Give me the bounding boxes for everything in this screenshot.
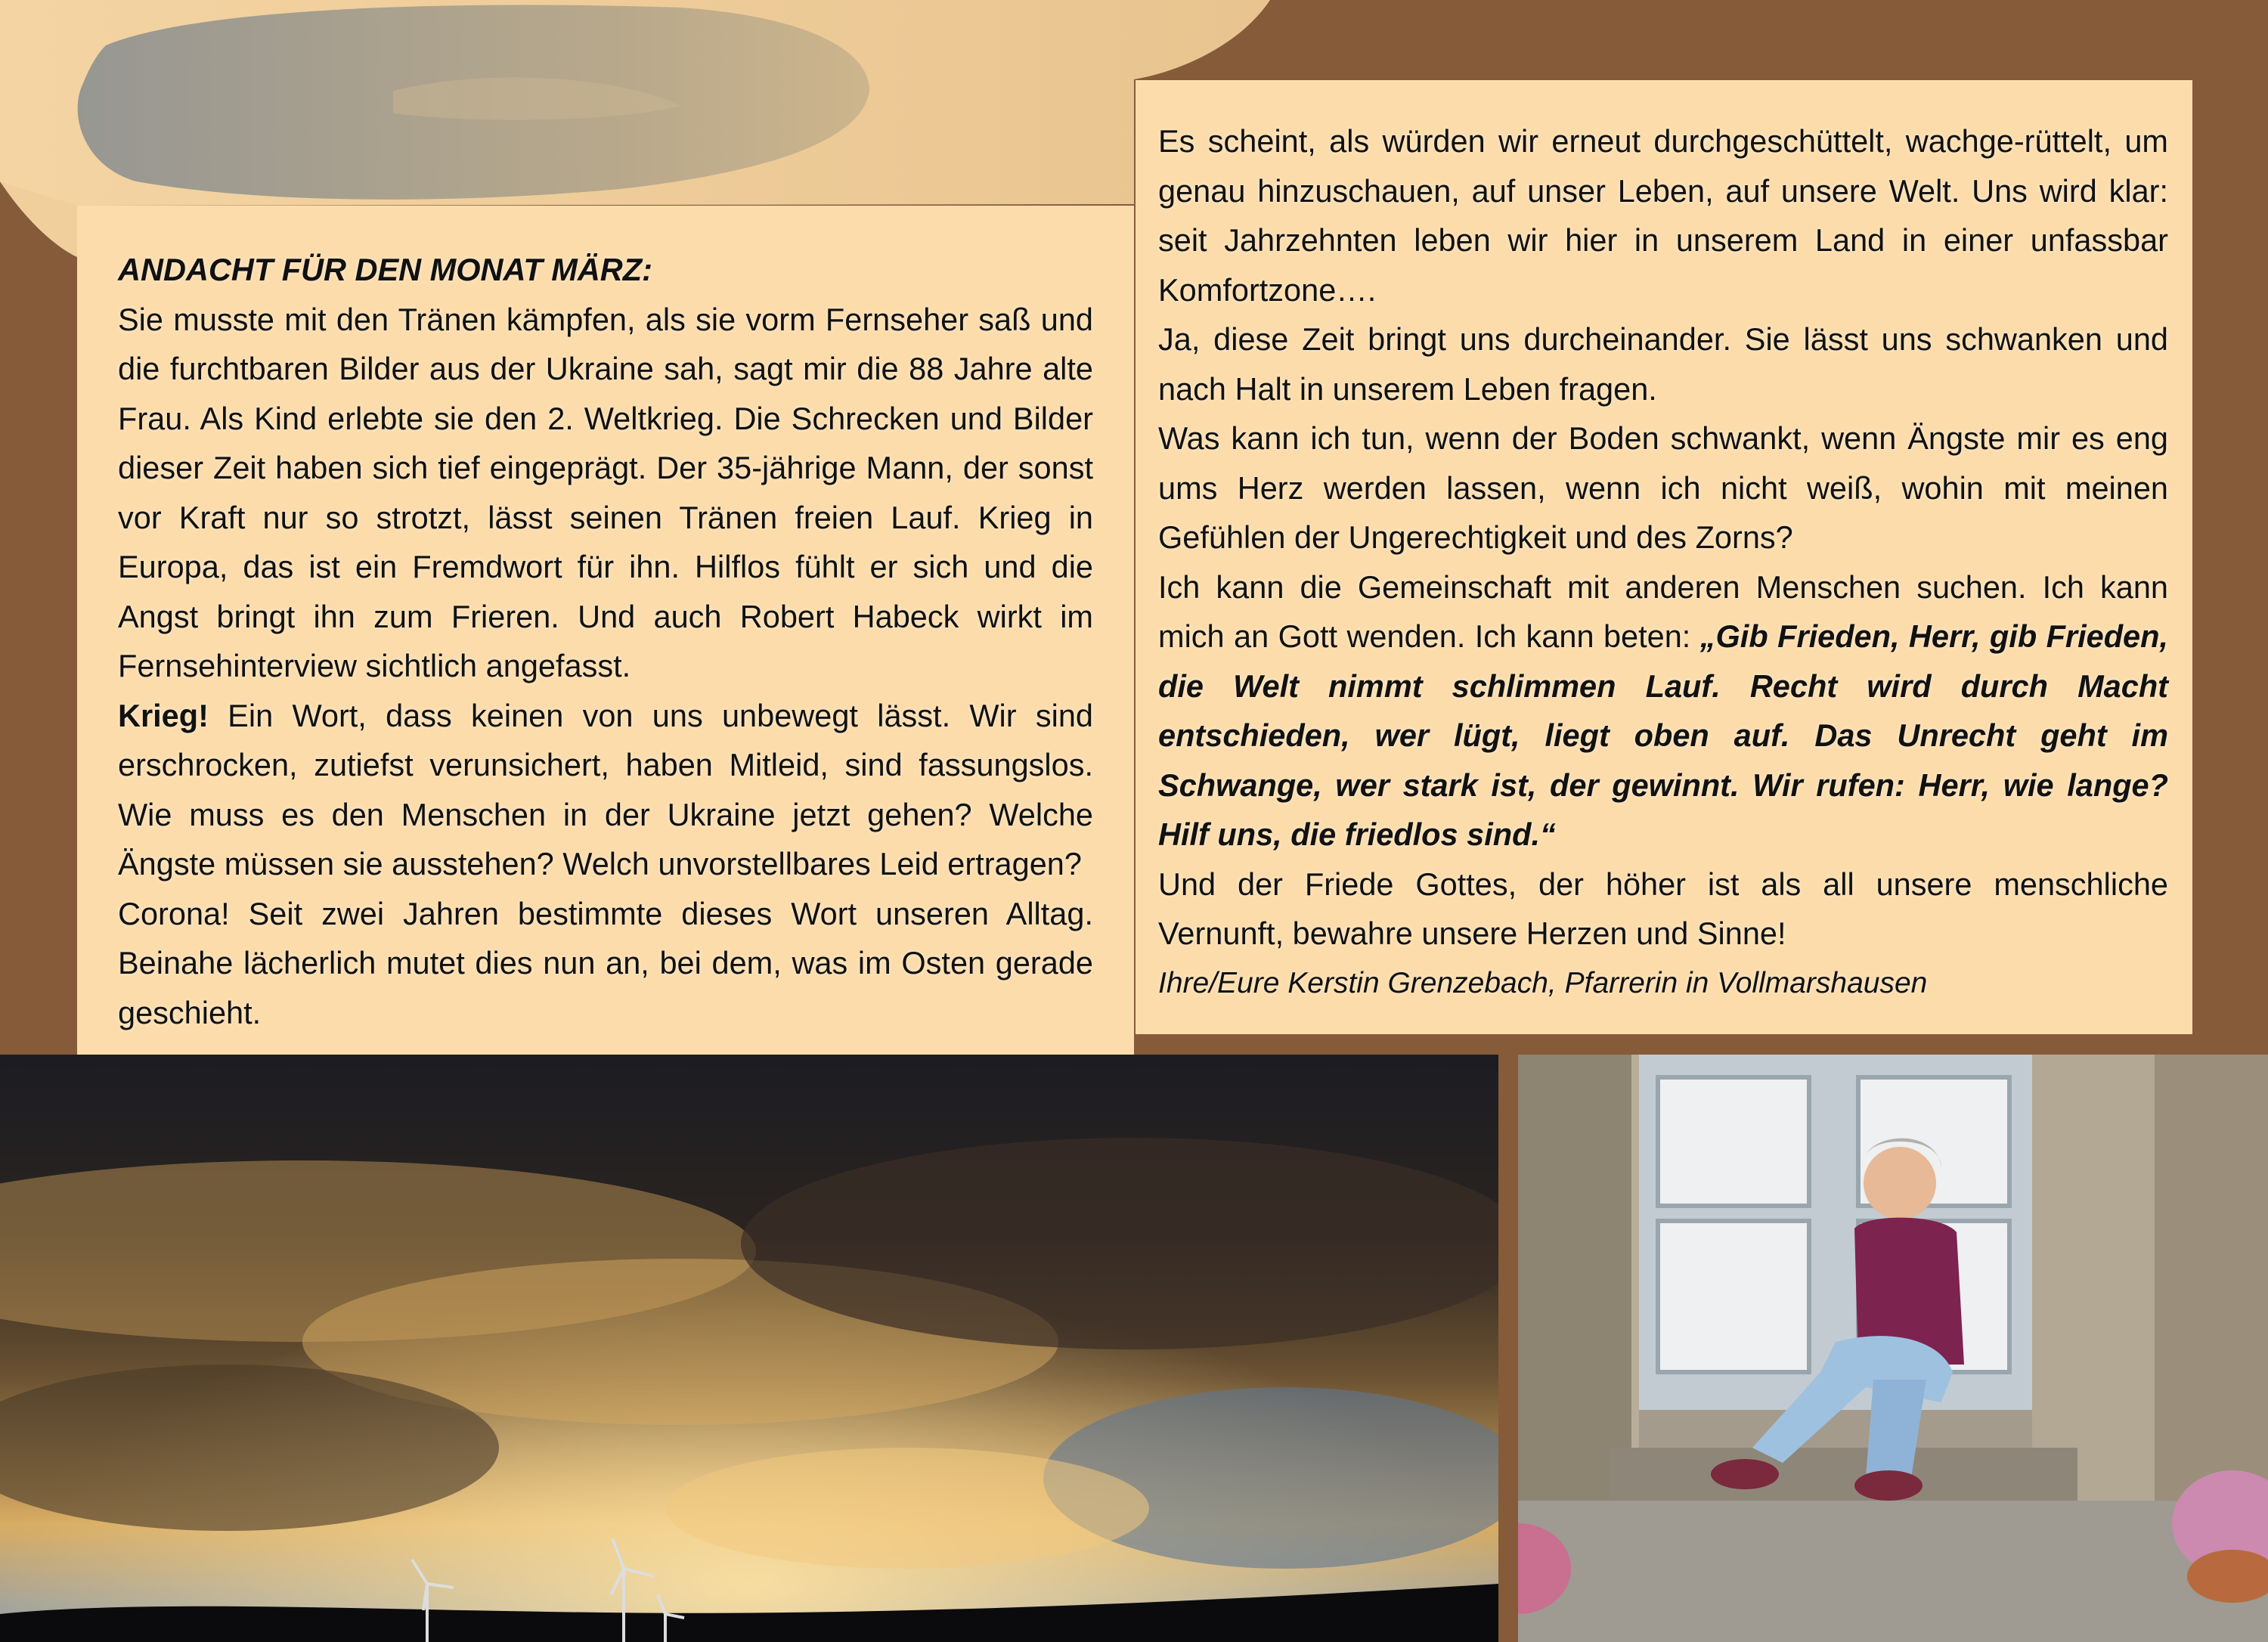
paragraph-confusion: Ja, diese Zeit bringt uns durcheinander. Sie lässt uns schwanken und nach Halt in unserem Leben fragen. bbox=[1158, 321, 2168, 407]
left-article-text bbox=[118, 245, 1093, 1037]
right-text-box bbox=[1136, 80, 2192, 1034]
paragraph-shaken: Es scheint, als würden wir erneut durchgeschüttelt, wachge-rüttelt, um genau hinzuschauen, auf unser Leben, auf unsere Welt. Uns wird klar: seit Jahrzehnten leben wir hier in unserem Land in einer unfassbar Komfortzone…. bbox=[1158, 123, 2168, 308]
paragraph-prayer bbox=[1158, 562, 2168, 860]
paragraph-krieg bbox=[118, 691, 1093, 889]
krieg-text: Ein Wort, dass keinen von uns unbewegt lässt. Wir sind erschrocken, zutiefst verunsichert, haben Mitleid, sind fassungslos. Wie muss es den Menschen in der Ukraine jetzt gehen? Welche Ängste müssen sie ausstehen? Welch unvorstellbares Leid ertragen? bbox=[118, 697, 1093, 881]
sky-photo bbox=[0, 1055, 1498, 1642]
krieg-bold: Krieg! bbox=[118, 697, 209, 733]
left-text-box bbox=[77, 206, 1134, 1151]
article-heading: ANDACHT FÜR DEN MONAT MÄRZ: bbox=[118, 252, 652, 287]
prayer-intro: Ich kann die Gemeinschaft mit anderen Menschen suchen. Ich kann mich an Gott wenden. Ich kann beten: bbox=[1158, 569, 2168, 654]
signature: Ihre/Eure Kerstin Grenzebach, Pfarrerin in Vollmarshausen bbox=[1158, 966, 1928, 999]
paragraph-corona: Corona! Seit zwei Jahren bestimmte dieses Wort unseren Alltag. Beinahe lächerlich mutet dies nun an, bei dem, was im Osten gerade geschieht. bbox=[118, 895, 1093, 1030]
person-photo bbox=[1518, 1055, 2268, 1642]
paragraph-question: Was kann ich tun, wenn der Boden schwankt, wenn Ängste mir es eng ums Herz werden lassen, wenn ich nicht weiß, wohin mit meinen Gefühlen der Ungerechtigkeit und des Zorns? bbox=[1158, 420, 2168, 555]
prayer-quote: „Gib Frieden, Herr, gib Frieden, die Welt nimmt schlimmen Lauf. Recht wird durch Macht entschieden, wer lügt, liegt oben auf. Das Unrecht geht im Schwange, wer stark ist, der gewinnt. Wir rufen: Herr, wie lange? Hilf uns, die friedlos sind.“ bbox=[1158, 618, 2169, 852]
right-article-text bbox=[1158, 116, 2168, 1008]
paragraph-intro: Sie musste mit den Tränen kämpfen, als sie vorm Fernseher saß und die furchtbaren Bilder aus der Ukraine sah, sagt mir die 88 Jahre alte Frau. Als Kind erlebte sie den 2. Weltkrieg. Die Schrecken und Bilder dieser Zeit haben sich tief eingeprägt. Der 35-jährige Mann, der sonst vor Kraft nur so strotzt, lässt seinen Tränen freien Lauf. Krieg in Europa, das ist ein Fremdwort für ihn. Hilflos fühlt er sich und die Angst bringt ihn zum Frieren. Und auch Robert Habeck wirkt im Fernsehinterview sichtlich angefasst. bbox=[118, 301, 1093, 683]
paragraph-blessing: Und der Friede Gottes, der höher ist als all unsere menschliche Vernunft, bewahre unsere Herzen und Sinne! bbox=[1158, 866, 2168, 951]
